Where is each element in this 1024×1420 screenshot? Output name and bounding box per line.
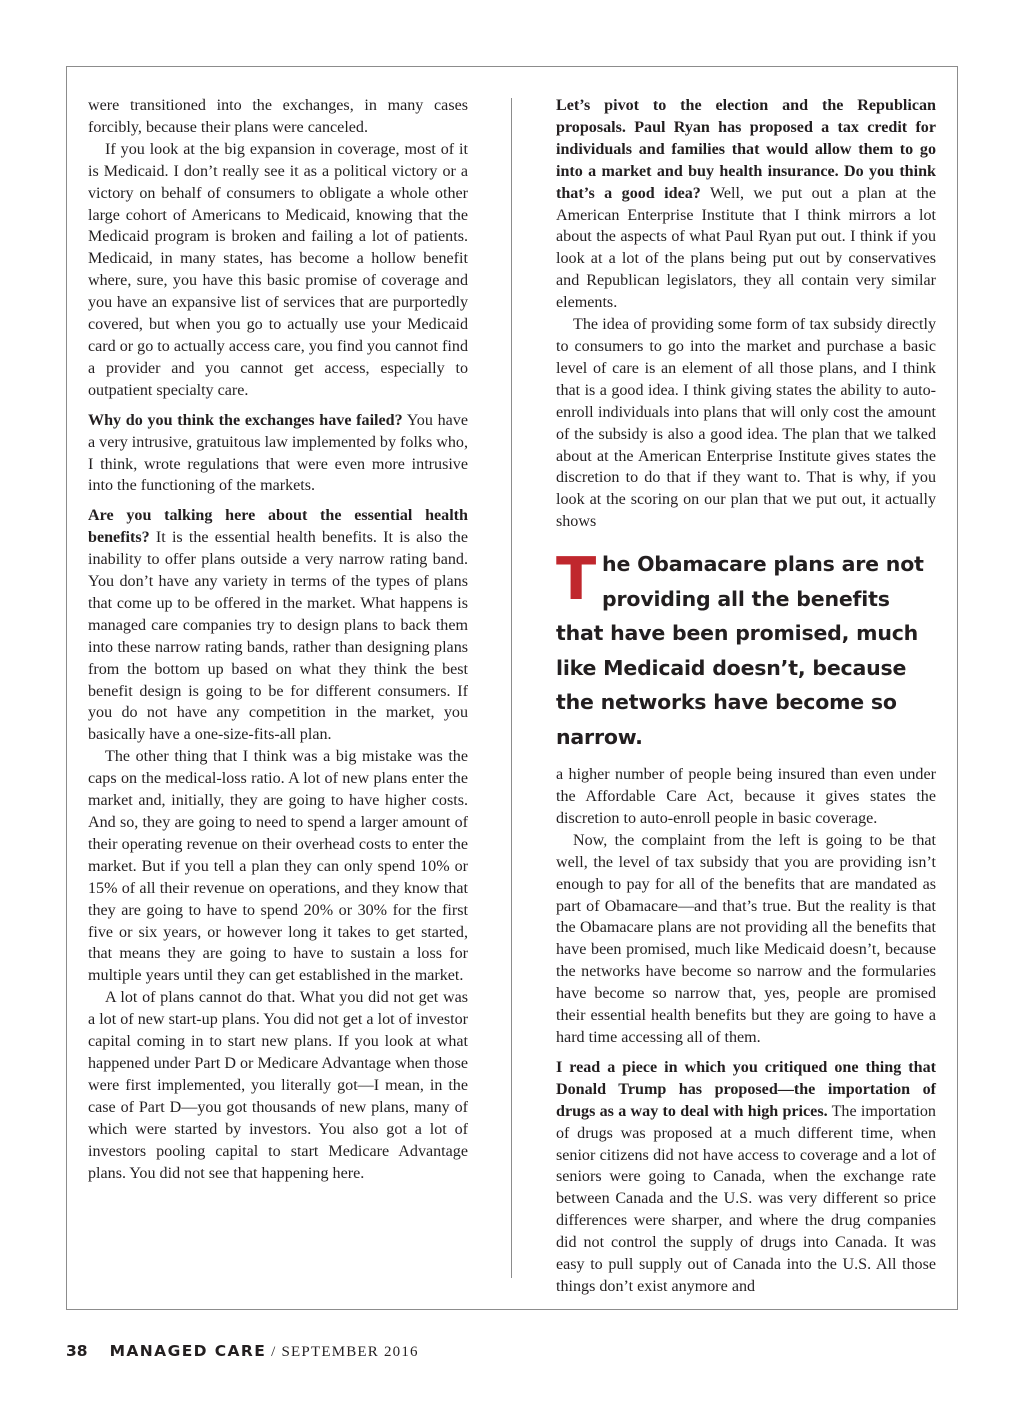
page-footer (66, 1340, 419, 1363)
qa-paragraph (556, 1057, 936, 1298)
page-number: 38 (66, 1342, 88, 1360)
left-column (88, 95, 468, 1184)
answer: The importation of drugs was proposed at a much different time, when senior citizens did not have access to coverage and a lot of seniors were going to Canada, when the exchange rate between Canada and the U.S. was very different so price differences were sharper, and where the drug companies did not control the supply of drugs into Canada. It was easy to pull supply out of Canada into the U.S. All those things don’t exist anymore and (556, 1102, 936, 1295)
paragraph: a higher number of people being insured than even under the Affordable Care Act, because it gives states the discretion to auto-enroll people in basic coverage. (556, 766, 936, 827)
paragraph: The other thing that I think was a big mistake was the caps on the medical-loss ratio. A lot of new plans enter the market and, initially, they are going to have higher costs. And so, they are going to need to spend a larger amount of their operating revenue on their overhead costs to enter the market. But if you tell a plan they can only spend 10% or 15% of all their revenue on operations, and they know that they are going to have to spend 20% or 30% for the first five or six years, or however long it takes to get started, that means they are going to have to sustain a loss for multiple years until they can get established in the market. (88, 748, 468, 985)
question: Why do you think the exchanges have failed? (88, 411, 403, 429)
paragraph: Now, the complaint from the left is going to be that well, the level of tax subsidy that you are providing isn’t enough to pay for all of the benefits that are mandated as part of Obamacare—and that’s true. But the reality is that the Obamacare plans are not providing all the benefits that have been promised, much like Medicaid doesn’t, because the networks have become so narrow and the formularies have become so narrow that, yes, people are promised their essential health benefits but they are going to have a hard time accessing all of them. (556, 831, 936, 1046)
answer: Well, we put out a plan at the American Enterprise Institute that I think mirrors a lot about the aspects of what Paul Ryan put out. I think if you look at a lot of the plans being put out by conservatives and Republican legislators, they all contain very similar elements. (556, 184, 936, 312)
qa-paragraph (88, 505, 468, 746)
answer: It is the essential health benefits. It is also the inability to offer plans outside a very narrow rating band. You don’t have any variety in terms of the types of plans that come up to be offered in the market. What happens is managed care companies try to design plans to back them into these narrow rating bands, rather than designing plans from the bottom up based on what they think the best benefit design is going to be for different consumers. If you do not have any competition in the market, you basically have a one-size-fits-all plan. (88, 529, 468, 744)
answer: You have a very intrusive, gratuitous law implemented by folks who, I think, wrote regulations that were even more intrusive into the functioning of the markets. (88, 411, 468, 495)
paragraph: The idea of providing some form of tax subsidy directly to consumers to go into the market and purchase a basic level of care is an element of all those plans, and I think that is a good idea. I think giving states the ability to auto-enroll individuals into plans that will only cost the amount of the subsidy is also a good idea. The plan that we talked about at the American Enterprise Institute gives states the discretion to do that if they want to. That is why, if you look at the scoring on our plan that we put out, it actually shows (556, 316, 936, 531)
right-column (556, 95, 936, 1298)
qa-paragraph (556, 95, 936, 314)
drop-cap: T (556, 544, 597, 614)
paragraph: A lot of plans cannot do that. What you did not get was a lot of new start-up plans. You did not get a lot of investor capital coming in to start new plans. If you look at what happened under Part D or Medicare Advantage when those were first implemented, you literally got—I mean, in the case of Part D—you got thousands of new plans, many of which were started by investors. You also got a lot of investors pooling capital to start Medicare Advantage plans. You did not see that happening here. (88, 989, 468, 1182)
footer-separator: / (266, 1344, 282, 1360)
question: I read a piece in which you critiqued one thing that Donald Trump has proposed—the importation of drugs as a way to deal with high prices. (556, 1058, 936, 1120)
paragraph: were transitioned into the exchanges, in many cases forcibly, because their plans were canceled. (88, 97, 468, 136)
qa-paragraph (88, 410, 468, 498)
paragraph: If you look at the big expansion in coverage, most of it is Medicaid. I don’t really see it as a political victory or a victory on behalf of consumers to obligate a whole other large cohort of Americans to Medicaid, knowing that the Medicaid program is broken and failing a lot of patients. Medicaid, in many states, has become a hollow benefit where, sure, you have this basic promise of coverage and you have an expansive list of services that are purportedly covered, but when you go to actually use your Medicaid card or go to actually access care, you find you cannot find a provider and you cannot get access, especially to outpatient specialty care. (88, 140, 468, 399)
pull-quote-text: he Obamacare plans are not providing all the benefits that have been promised, much like Medicaid doesn’t, because the networks have become so narrow. (556, 552, 924, 749)
magazine-name: MANAGED CARE (109, 1342, 267, 1360)
column-divider (511, 98, 512, 1278)
question: Let’s pivot to the election and the Republican proposals. Paul Ryan has proposed a tax credit for individuals and families that would allow them to go into a market and buy health insurance. Do you think that’s a good idea? (556, 97, 936, 202)
question: Are you talking here about the essential health benefits? (88, 507, 468, 547)
pull-quote (556, 544, 936, 754)
issue-date: SEPTEMBER 2016 (281, 1344, 419, 1360)
